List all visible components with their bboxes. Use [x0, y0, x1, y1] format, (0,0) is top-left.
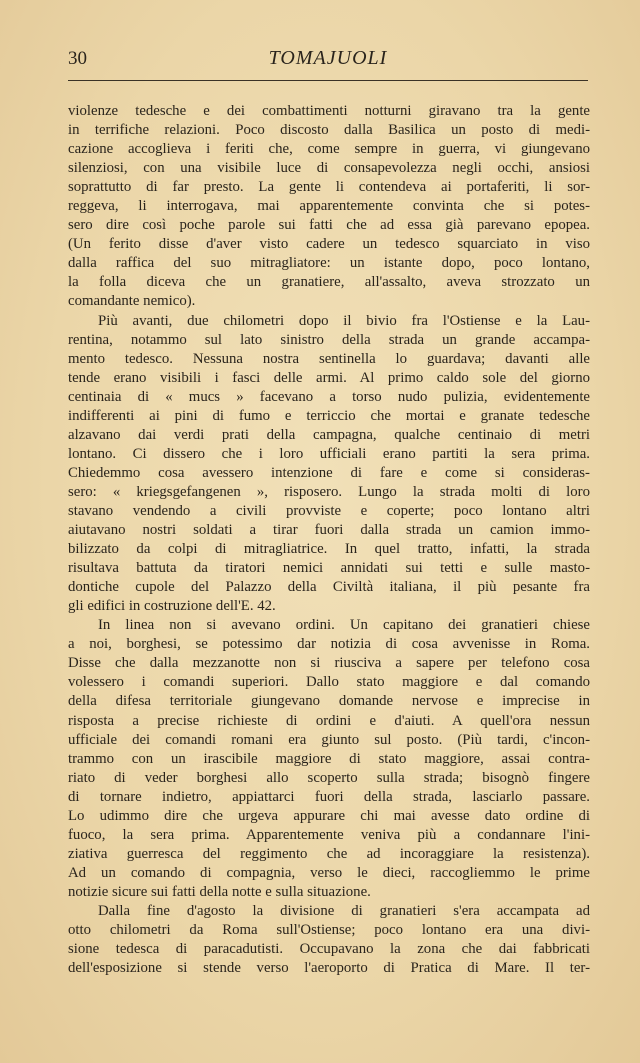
paragraph [68, 902, 590, 978]
text-line: mento tedesco. Nessuna nostra sentinella lo guardava; davanti alle [68, 350, 590, 367]
paragraph [68, 312, 590, 617]
text-line: sero: « kriegsgefangenen », risposero. Lungo la strada molti di loro [68, 483, 590, 500]
text-line: Lo udimmo dire che urgeva appurare chi mai avesse dato ordine di [68, 807, 590, 824]
body-text [68, 102, 590, 978]
text-line: dell'esposizione si stende verso l'aeroporto di Pratica di Mare. Il ter- [68, 960, 590, 977]
page-header [68, 46, 588, 74]
text-line: Dalla fine d'agosto la divisione di granatieri s'era accampata ad [98, 902, 590, 919]
text-line: Ad un comando di compagnia, verso le dieci, raccogliemmo le prime [68, 864, 590, 881]
page-number: 30 [68, 48, 87, 69]
text-line: lontano. Ci dissero che i loro ufficiali erano partiti la sera prima. [68, 445, 590, 462]
text-line: (Un ferito disse d'aver visto cadere un tedesco squarciato in viso [68, 236, 590, 253]
text-line: della difesa territoriale giungevano domande nervose e imprecise in [68, 693, 590, 710]
text-line: bilizzato da colpi di mitragliatrice. In quel tratto, infatti, la strada [68, 541, 590, 558]
text-line: Chiedemmo cosa avessero intenzione di fare e come si consideras- [68, 464, 590, 481]
text-line: ufficiale dei comandi romani era giunto sul posto. (Più tardi, c'incon- [68, 731, 590, 748]
text-line: sero dire così poche parole sui fatti che ad essa già parevano epopea. [68, 217, 590, 234]
text-line: stavano vendendo a civili provviste e coperte; poco lontano altri [68, 502, 590, 519]
text-line: violenze tedesche e dei combattimenti notturni giravano tra la gente [68, 103, 590, 119]
text-line: comandante nemico). [68, 293, 196, 310]
text-line: In linea non si avevano ordini. Un capitano dei granatieri chiese [98, 617, 590, 634]
text-line: trammo con un irascibile maggiore di stato maggiore, assai contra- [68, 750, 590, 767]
text-line: la folla diceva che un granatiere, all'assalto, aveva strozzato un [68, 274, 590, 291]
text-line: indifferenti ai pini di fumo e terriccio che mortai e granate tedesche [68, 407, 590, 424]
text-line: aiutavano nostri soldati a tirar fuori dalla strada un camion immo- [68, 522, 590, 539]
text-line: gli edifici in costruzione dell'E. 42. [68, 598, 276, 615]
text-line: cazione accoglieva i feriti che, come sempre in guerra, vi giungevano [68, 141, 590, 158]
text-line: risultava battuta da tiratori nemici annidati sui tetti e sulle masto- [68, 560, 590, 577]
text-line: volessero i comandi superiori. Dallo stato maggiore e dal comando [68, 674, 590, 691]
text-line: rentina, notammo sul lato sinistro della strada un grande accampa- [68, 331, 590, 348]
text-line: tende erano visibili i fasci delle armi. Al primo caldo sole del giorno [68, 369, 590, 386]
text-line: silenziosi, con una visibile luce di consapevolezza negli occhi, ansiosi [68, 160, 590, 177]
text-line: fuoco, la sera prima. Apparentemente veniva più a condannare l'ini- [68, 826, 590, 843]
paragraph [68, 616, 590, 902]
header-rule [68, 80, 588, 81]
text-line: otto chilometri da Roma sull'Ostiense; poco lontano era una divi- [68, 922, 590, 939]
running-title: TOMAJUOLI [268, 47, 388, 69]
text-line: Disse che dalla mezzanotte non si riusciva a sapere per telefono cosa [68, 655, 590, 672]
text-line: sione tedesca di paracadutisti. Occupavano la zona che dai fabbricati [68, 941, 590, 958]
paragraph [68, 102, 590, 312]
text-line: alzavano dai verdi prati della campagna, qualche centinaio di metri [68, 426, 590, 443]
text-line: ziativa guerresca del reggimento che ad incoraggiare la resistenza). [68, 845, 590, 862]
text-line: di tornare indietro, appiattarci fuori della strada, lasciarlo passare. [68, 788, 590, 805]
text-line: in terrifiche relazioni. Poco discosto dalla Basilica un posto di medi- [68, 122, 590, 139]
text-line: reggeva, li interrogava, mai apparentemente convinta che si potes- [68, 198, 590, 215]
text-line: centinaia di « mucs » facevano a torso nudo pulizia, evidentemente [68, 388, 590, 405]
text-line: a noi, borghesi, se potessimo dar notizia di cosa avvenisse in Roma. [68, 636, 590, 653]
text-line: dalla raffica del suo mitragliatore: un istante dopo, poco lontano, [68, 255, 590, 272]
text-line: risposta a precise richieste di ordini e d'aiuti. A quell'ora nessun [68, 712, 590, 729]
text-line: riato di veder borghesi allo scoperto sulla strada; bisognò fingere [68, 769, 590, 786]
text-line: soprattutto di far presto. La gente li contendeva ai portaferiti, li sor- [68, 179, 590, 196]
text-line: dontiche cupole del Palazzo della Civiltà italiana, il più pesante fra [68, 579, 590, 596]
text-line: Più avanti, due chilometri dopo il bivio fra l'Ostiense e la Lau- [98, 312, 590, 329]
text-line: notizie sicure sui fatti della notte e sulla situazione. [68, 883, 371, 900]
